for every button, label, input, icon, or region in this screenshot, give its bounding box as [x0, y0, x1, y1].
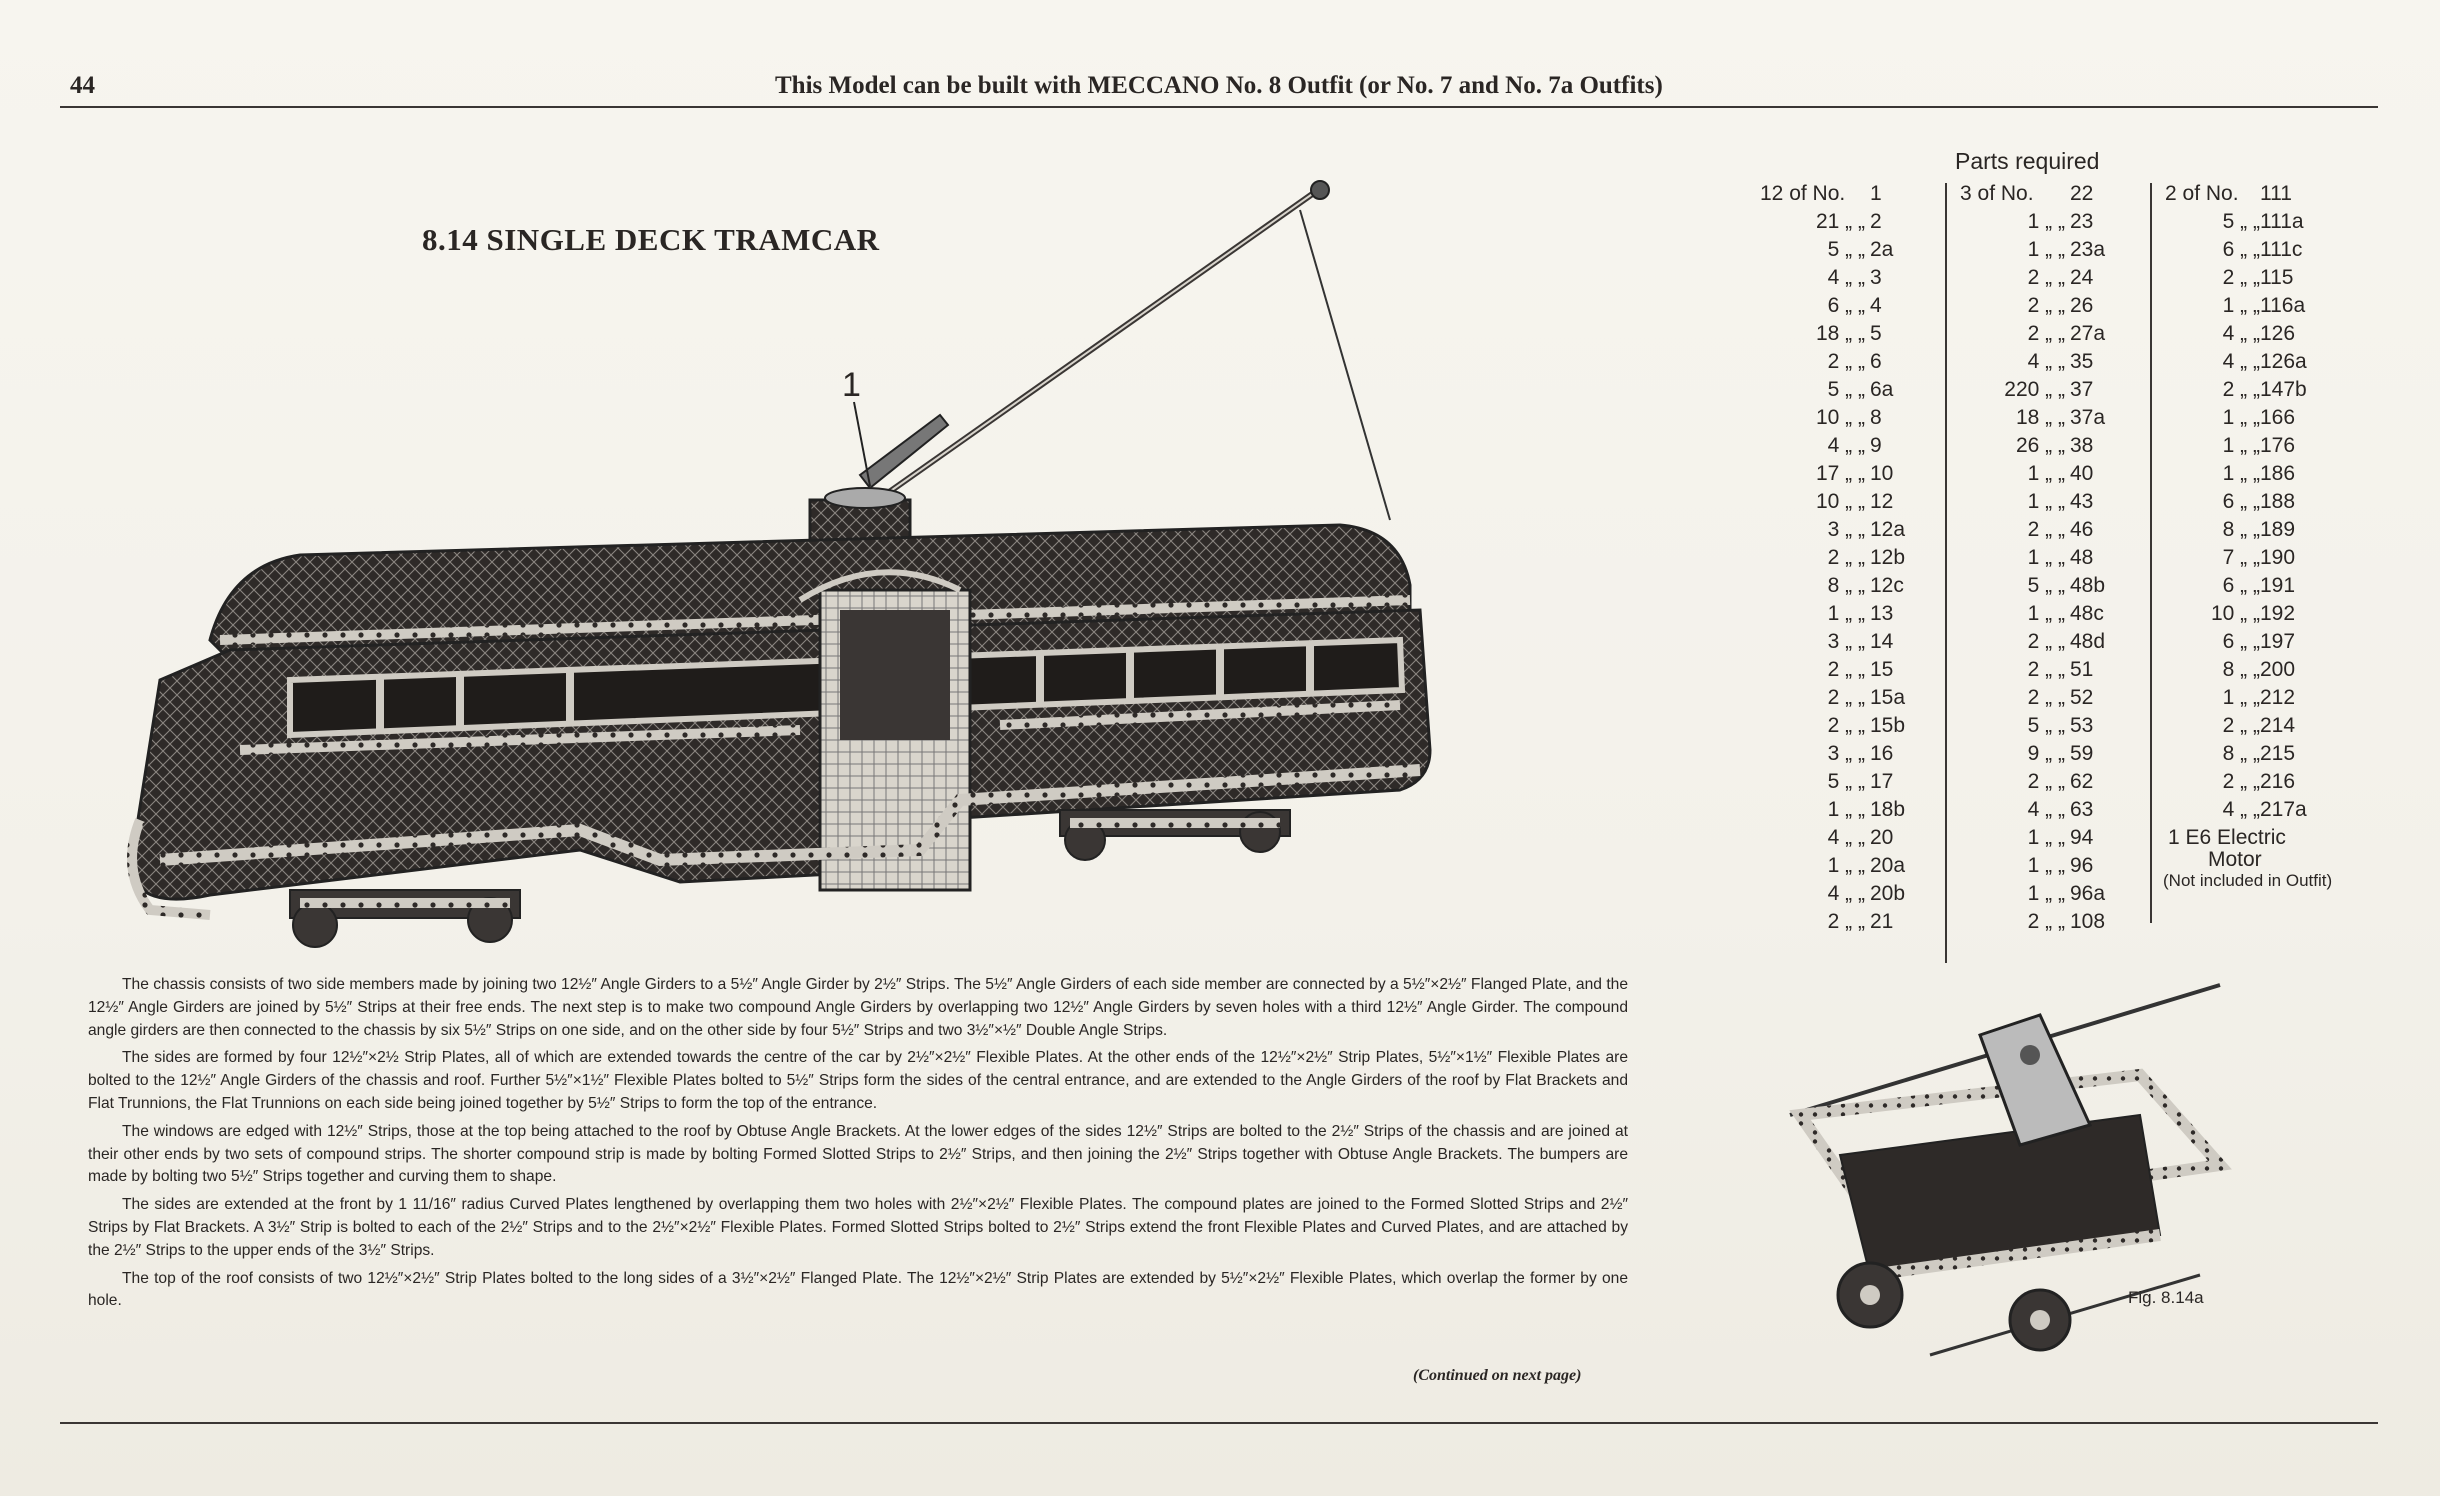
parts-row: [2165, 236, 2325, 264]
parts-number: 20a: [1870, 854, 1906, 877]
parts-quantity: 6 „ „: [2222, 574, 2260, 597]
parts-quantity: 9 „ „: [2027, 742, 2065, 765]
parts-row: [1760, 516, 1940, 544]
parts-row: [1960, 740, 2140, 768]
parts-number: 37: [2070, 378, 2094, 401]
parts-row: [2165, 376, 2325, 404]
parts-row: [1760, 824, 1940, 852]
parts-row: [2165, 768, 2325, 796]
parts-row: [1760, 236, 1940, 264]
parts-row: [1760, 656, 1940, 684]
parts-number: 166: [2260, 406, 2296, 429]
parts-number: 12: [1870, 490, 1894, 513]
parts-number: 96: [2070, 854, 2094, 877]
parts-number: 40: [2070, 462, 2094, 485]
parts-number: 43: [2070, 490, 2094, 513]
parts-number: 10: [1870, 462, 1894, 485]
parts-number: 52: [2070, 686, 2094, 709]
parts-row: [1760, 488, 1940, 516]
parts-row: [1960, 348, 2140, 376]
parts-number: 200: [2260, 658, 2296, 681]
parts-quantity: 1 „ „: [1827, 798, 1865, 821]
parts-quantity: 1 „ „: [2222, 686, 2260, 709]
parts-row: [1760, 684, 1940, 712]
parts-number: 1: [1870, 182, 1882, 205]
parts-quantity: 18 „ „: [2015, 406, 2065, 429]
parts-row: [1760, 600, 1940, 628]
parts-number: 59: [2070, 742, 2094, 765]
parts-quantity: 6 „ „: [2222, 490, 2260, 513]
page-number: 44: [70, 72, 95, 99]
parts-row: [1960, 628, 2140, 656]
parts-quantity: 1 „ „: [2222, 462, 2260, 485]
parts-number: 6a: [1870, 378, 1894, 401]
parts-number: 18b: [1870, 798, 1906, 821]
parts-quantity: 2 „ „: [2027, 322, 2065, 345]
parts-quantity: 2 „ „: [1827, 546, 1865, 569]
parts-quantity: 7 „ „: [2222, 546, 2260, 569]
parts-quantity: 2 „ „: [1827, 350, 1865, 373]
parts-quantity: 4 „ „: [2027, 798, 2065, 821]
parts-quantity: 1 „ „: [2222, 434, 2260, 457]
parts-quantity: 8 „ „: [2222, 742, 2260, 765]
parts-number: 2a: [1870, 238, 1894, 261]
parts-quantity: 17 „ „: [1815, 462, 1865, 485]
parts-quantity: 1 „ „: [2027, 210, 2065, 233]
parts-row: [2165, 292, 2325, 320]
parts-quantity: 1 „ „: [2027, 238, 2065, 261]
parts-quantity: 2 „ „: [1827, 686, 1865, 709]
parts-number: 48c: [2070, 602, 2104, 625]
parts-row: [2165, 488, 2325, 516]
parts-quantity: 2 „ „: [2027, 630, 2065, 653]
parts-number: 24: [2070, 266, 2094, 289]
parts-row: [2165, 432, 2325, 460]
parts-row: [2165, 684, 2325, 712]
motor-line-1: 1 E6 Electric: [2168, 826, 2286, 849]
parts-quantity: 1 „ „: [2027, 462, 2065, 485]
parts-number: 96a: [2070, 882, 2106, 905]
parts-quantity: 4 „ „: [2222, 350, 2260, 373]
parts-row: [1760, 712, 1940, 740]
parts-row: [1960, 824, 2140, 852]
parts-quantity: 3 of No.: [1960, 182, 2034, 205]
instructions-paragraph-2: The sides are formed by four 12½″×2½ Strip Plates, all of which are extended towards the centre of the car by 2½″×2½″ Flexible Plates. At the other ends of the 12½″×2½″ Strip Plates, 5½″×1½″ Flexible Plates are bolted to the 12½″ Angle Girders of the chassis and roof. Further 5½″×1½″ Flexible Plates bolted to 5½″ Strips form the sides of the central entrance, and are extended to the Angle Girders of the roof by Flat Brackets and Flat Trunnions, the Flat Trunnions on each side being joined together by 5½″ Strips to form the top of the entrance.: [88, 1049, 1628, 1112]
parts-quantity: 220 „ „: [2004, 378, 2065, 401]
parts-row: [1960, 796, 2140, 824]
parts-number: 108: [2070, 910, 2106, 933]
parts-row: [1760, 404, 1940, 432]
parts-row: [1960, 712, 2140, 740]
parts-number: 13: [1870, 602, 1894, 625]
parts-number: 5: [1870, 322, 1882, 345]
parts-quantity: 4 „ „: [1827, 826, 1865, 849]
parts-quantity: 1 „ „: [2222, 406, 2260, 429]
parts-number: 115: [2260, 266, 2294, 289]
parts-number: 94: [2070, 826, 2094, 849]
parts-row: [2165, 600, 2325, 628]
parts-row: [2165, 712, 2325, 740]
parts-quantity: 2 „ „: [2027, 294, 2065, 317]
callout-label-1: 1: [842, 366, 861, 404]
parts-row: [1960, 208, 2140, 236]
tramcar-illustration: [100, 170, 1470, 970]
parts-quantity: 2 of No.: [2165, 182, 2239, 205]
parts-quantity: 26 „ „: [2015, 434, 2065, 457]
parts-number: 53: [2070, 714, 2094, 737]
parts-quantity: 4 „ „: [2027, 350, 2065, 373]
parts-row: [1960, 432, 2140, 460]
parts-row: [1760, 852, 1940, 880]
instructions-paragraph-3: The windows are edged with 12½″ Strips, those at the top being attached to the roof by Obtuse Angle Brackets. At the lower edges of the sides 12½″ Strips are bolted to the 2½″ Strips of the chassis and are joined at their other ends by two sets of compound strips. The shorter compound strip is made by bolting Formed Slotted Strips to 2½″ Strips, and then joining the 2½″ Strips together with Obtuse Angle Brackets. The bumpers are made by bolting two 5½″ Strips together and curving them to shape.: [88, 1122, 1628, 1186]
parts-number: 46: [2070, 518, 2094, 541]
parts-quantity: 2 „ „: [1827, 658, 1865, 681]
parts-number: 48d: [2070, 630, 2106, 653]
parts-row: [1760, 628, 1940, 656]
parts-row: [1960, 460, 2140, 488]
parts-quantity: 1 „ „: [1827, 602, 1865, 625]
parts-number: 12a: [1870, 518, 1906, 541]
parts-quantity: 2 „ „: [2222, 714, 2260, 737]
parts-row: [1760, 796, 1940, 824]
parts-row: [1960, 264, 2140, 292]
parts-number: 35: [2070, 350, 2094, 373]
parts-quantity: 1 „ „: [2027, 602, 2065, 625]
parts-number: 214: [2260, 714, 2296, 737]
parts-row: [1760, 348, 1940, 376]
parts-quantity: 18 „ „: [1815, 322, 1865, 345]
parts-quantity: 1 „ „: [2027, 490, 2065, 513]
header-title: This Model can be built with MECCANO No. 8 Outfit (or No. 7 and No. 7a Outfits): [775, 72, 1663, 99]
parts-quantity: 1 „ „: [2027, 546, 2065, 569]
parts-row: [2165, 460, 2325, 488]
parts-row: [1760, 880, 1940, 908]
parts-quantity: 5 „ „: [1827, 238, 1865, 261]
instructions-paragraph-4: The sides are extended at the front by 1 11/16″ radius Curved Plates lengthened by overlapping them two holes with 2½″×2½″ Flexible Plates. The compound plates are joined to the Formed Slotted Strips and 2½″ Strips by Flat Brackets. A 3½″ Strip is bolted to each of the 2½″ Strips and to the 2½″×2½″ Flexible Plates. Formed Slotted Strips bolted to 2½″ Strips extend the front Flexible Plates and Curved Plates, and are attached by the 2½″ Strips to the upper ends of the 3½″ Strips.: [88, 1196, 1628, 1259]
parts-note: (Not included in Outfit): [2163, 871, 2333, 890]
parts-row: [2165, 796, 2325, 824]
parts-quantity: 21 „ „: [1815, 210, 1865, 233]
continued-note: (Continued on next page): [1413, 1367, 1582, 1384]
parts-number: 2: [1870, 210, 1882, 233]
parts-row: [2165, 348, 2325, 376]
parts-row: [1960, 236, 2140, 264]
parts-number: 15a: [1870, 686, 1906, 709]
parts-quantity: 10 „ „: [2210, 602, 2260, 625]
parts-quantity: 4 „ „: [1827, 266, 1865, 289]
parts-quantity: 2 „ „: [2027, 910, 2065, 933]
parts-quantity: 2 „ „: [2222, 266, 2260, 289]
parts-number: 48: [2070, 546, 2094, 569]
parts-quantity: 4 „ „: [2222, 322, 2260, 345]
chassis-illustration: [1780, 975, 2280, 1375]
parts-row: [1760, 460, 1940, 488]
parts-row: [2165, 740, 2325, 768]
parts-heading: Parts required: [1955, 148, 2100, 174]
parts-quantity: 4 „ „: [1827, 882, 1865, 905]
parts-row: [1960, 600, 2140, 628]
parts-number: 186: [2260, 462, 2296, 485]
parts-row: [2165, 656, 2325, 684]
parts-quantity: 12 of No.: [1760, 182, 1846, 205]
parts-divider-2: [2150, 183, 2152, 923]
parts-number: 48b: [2070, 574, 2106, 597]
parts-quantity: 2 „ „: [1827, 714, 1865, 737]
parts-quantity: 2 „ „: [1827, 910, 1865, 933]
parts-row: [1960, 684, 2140, 712]
callout-leader-line: [840, 400, 880, 490]
parts-row: [2165, 572, 2325, 600]
parts-number: 15: [1870, 658, 1894, 681]
parts-row: [1760, 320, 1940, 348]
parts-number: 192: [2260, 602, 2296, 625]
parts-number: 126a: [2260, 350, 2307, 373]
parts-row: [1960, 488, 2140, 516]
parts-quantity: 8 „ „: [1827, 574, 1865, 597]
parts-row: [1960, 768, 2140, 796]
motor-line-2: Motor: [2208, 848, 2262, 871]
parts-quantity: 10 „ „: [1815, 406, 1865, 429]
parts-row: [2165, 180, 2325, 208]
parts-number: 111a: [2260, 210, 2304, 233]
parts-row: [2165, 320, 2325, 348]
parts-row: [2165, 516, 2325, 544]
parts-quantity: 2 „ „: [2222, 378, 2260, 401]
parts-number: 111: [2260, 182, 2292, 205]
parts-row: [1960, 852, 2140, 880]
parts-row: [1960, 908, 2140, 936]
parts-number: 216: [2260, 770, 2296, 793]
parts-column-1: [1760, 180, 1940, 936]
parts-number: 15b: [1870, 714, 1906, 737]
parts-number: 215: [2260, 742, 2296, 765]
parts-row: [1960, 880, 2140, 908]
header-rule: [60, 106, 2378, 108]
parts-row: [2165, 404, 2325, 432]
instructions-text: [88, 974, 1628, 1318]
parts-number: 20: [1870, 826, 1894, 849]
parts-quantity: 6 „ „: [2222, 238, 2260, 261]
parts-number: 197: [2260, 630, 2296, 653]
parts-number: 3: [1870, 266, 1882, 289]
parts-number: 21: [1870, 910, 1894, 933]
parts-row: [1760, 544, 1940, 572]
parts-number: 217a: [2260, 798, 2307, 821]
parts-row: [1760, 180, 1940, 208]
parts-divider-1: [1945, 183, 1947, 963]
parts-quantity: 3 „ „: [1827, 630, 1865, 653]
instructions-paragraph-1: The chassis consists of two side members made by joining two 12½″ Angle Girders to a 5½″ Angle Girder by 2½″ Strips. The 5½″ Angle Girders of each side member are connected by a 5½″×2½″ Flanged Plate, and the 12½″ Angle Girders are joined by 5½″ Strips at their free ends. The next step is to make two compound Angle Girders by overlapping two 12½″ Angle Girders by seven holes with a third 12½″ Angle Girder. The compound angle girders are then connected to the chassis by six 5½″ Strips on one side, and on the other side by four 5½″ Strips and two 3½″×½″ Double Angle Strips.: [88, 976, 1628, 1039]
parts-row: [2165, 208, 2325, 236]
parts-quantity: 1 „ „: [2027, 854, 2065, 877]
parts-quantity: 8 „ „: [2222, 658, 2260, 681]
parts-row: [2165, 544, 2325, 572]
parts-number: 17: [1870, 770, 1894, 793]
parts-number: 212: [2260, 686, 2296, 709]
parts-quantity: 4 „ „: [1827, 434, 1865, 457]
parts-number: 16: [1870, 742, 1894, 765]
parts-quantity: 1 „ „: [1827, 854, 1865, 877]
parts-row: [1960, 404, 2140, 432]
parts-number: 62: [2070, 770, 2094, 793]
parts-row: [2165, 264, 2325, 292]
parts-number: 116a: [2260, 294, 2306, 317]
parts-row: [1760, 572, 1940, 600]
parts-number: 20b: [1870, 882, 1906, 905]
model-title: 8.14 SINGLE DECK TRAMCAR: [422, 222, 880, 257]
parts-row: [1760, 264, 1940, 292]
parts-quantity: 2 „ „: [2027, 658, 2065, 681]
parts-row: [1760, 208, 1940, 236]
parts-quantity: 10 „ „: [1815, 490, 1865, 513]
instructions-paragraph-5: The top of the roof consists of two 12½″×2½″ Strip Plates bolted to the long sides of a 3½″×2½″ Flanged Plate. The 12½″×2½″ Strip Plates are extended by 5½″×2½″ Flexible Plates, which overlap the former by one hole.: [88, 1269, 1628, 1310]
parts-quantity: 3 „ „: [1827, 518, 1865, 541]
parts-number: 38: [2070, 434, 2094, 457]
parts-number: 12c: [1870, 574, 1904, 597]
parts-number: 126: [2260, 322, 2296, 345]
parts-number: 4: [1870, 294, 1882, 317]
parts-quantity: 2 „ „: [2027, 770, 2065, 793]
parts-quantity: 2 „ „: [2222, 770, 2260, 793]
parts-quantity: 4 „ „: [2222, 798, 2260, 821]
parts-number: 23a: [2070, 238, 2106, 261]
parts-row: [1760, 376, 1940, 404]
parts-quantity: 2 „ „: [2027, 266, 2065, 289]
footer-rule: [60, 1422, 2378, 1424]
parts-number: 191: [2260, 574, 2296, 597]
parts-quantity: 3 „ „: [1827, 742, 1865, 765]
parts-number: 6: [1870, 350, 1882, 373]
parts-quantity: 5 „ „: [2222, 210, 2260, 233]
parts-row: [1960, 656, 2140, 684]
parts-row: [1760, 740, 1940, 768]
parts-number: 111c: [2260, 238, 2303, 261]
parts-number: 22: [2070, 182, 2094, 205]
parts-column-3: [2165, 180, 2325, 824]
parts-number: 9: [1870, 434, 1882, 457]
parts-number: 188: [2260, 490, 2296, 513]
parts-row: [2165, 628, 2325, 656]
parts-quantity: 2 „ „: [2027, 518, 2065, 541]
parts-quantity: 5 „ „: [1827, 770, 1865, 793]
parts-number: 27a: [2070, 322, 2106, 345]
parts-row: [1960, 292, 2140, 320]
parts-quantity: 5 „ „: [2027, 574, 2065, 597]
parts-row: [1960, 376, 2140, 404]
parts-number: 14: [1870, 630, 1894, 653]
parts-quantity: 6 „ „: [2222, 630, 2260, 653]
parts-row: [1960, 572, 2140, 600]
parts-row: [1760, 908, 1940, 936]
parts-column-2: [1960, 180, 2140, 936]
parts-number: 189: [2260, 518, 2296, 541]
parts-row: [1760, 432, 1940, 460]
parts-number: 26: [2070, 294, 2094, 317]
parts-row: [1960, 180, 2140, 208]
parts-row: [1760, 768, 1940, 796]
parts-number: 12b: [1870, 546, 1906, 569]
parts-row: [1760, 292, 1940, 320]
figure-caption: Fig. 8.14a: [2128, 1288, 2204, 1307]
parts-number: 8: [1870, 406, 1882, 429]
parts-number: 63: [2070, 798, 2094, 821]
parts-row: [1960, 516, 2140, 544]
parts-number: 51: [2070, 658, 2094, 681]
parts-row: [1960, 320, 2140, 348]
parts-number: 176: [2260, 434, 2296, 457]
parts-quantity: 5 „ „: [1827, 378, 1865, 401]
parts-quantity: 1 „ „: [2027, 882, 2065, 905]
parts-row: [1960, 544, 2140, 572]
parts-number: 190: [2260, 546, 2296, 569]
parts-quantity: 5 „ „: [2027, 714, 2065, 737]
parts-quantity: 1 „ „: [2222, 294, 2260, 317]
parts-quantity: 2 „ „: [2027, 686, 2065, 709]
parts-number: 23: [2070, 210, 2094, 233]
parts-quantity: 1 „ „: [2027, 826, 2065, 849]
parts-quantity: 8 „ „: [2222, 518, 2260, 541]
parts-number: 147b: [2260, 378, 2307, 401]
parts-quantity: 6 „ „: [1827, 294, 1865, 317]
parts-number: 37a: [2070, 406, 2106, 429]
